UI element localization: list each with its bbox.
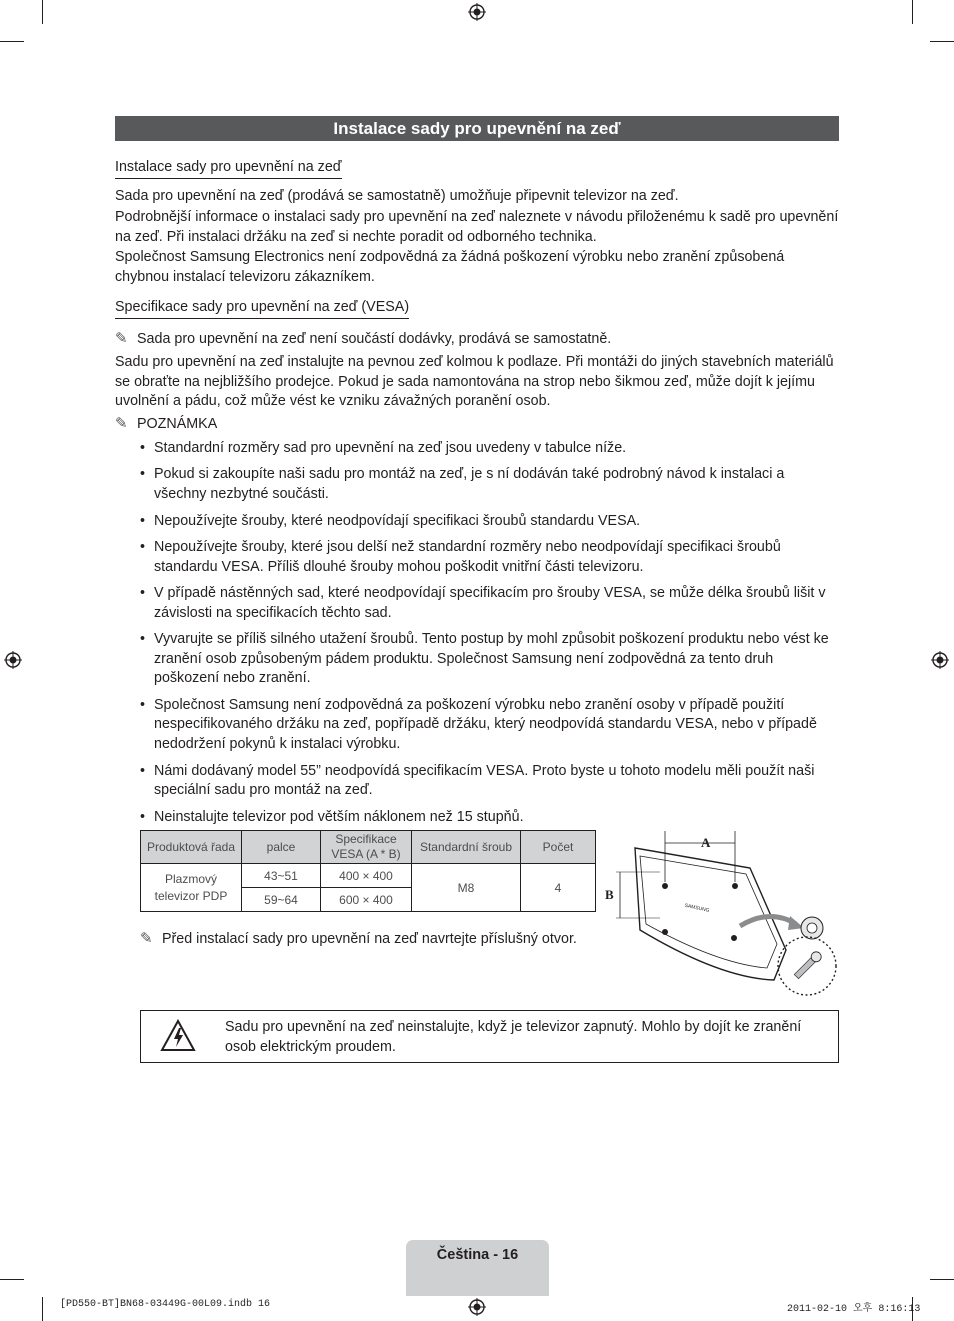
crop-mark [0, 1279, 24, 1280]
wall-mount-diagram [600, 826, 842, 998]
dimension-label-b: B [605, 887, 614, 902]
note-heading [115, 414, 217, 434]
column-header: Produktová řada [141, 831, 242, 864]
install-heading: Instalace sady pro upevnění na zeď [115, 158, 342, 179]
vesa-para: Sadu pro upevnění na zeď instalujte na pevnou zeď kolmou k podlaze. Při montáži do jiných stavebních materiálů se obraťte na nejbližšího prodejce. Pokud je sada namontována na strop nebo šikmou zeď, může dojít k jejímu uvolnění a pádu, což může vést ke vzniku závažných poranění osob. [115, 354, 834, 410]
list-item: • Vyvarujte se příliš silného utažení šroubů. Tento postup by mohl způsobit poškození produktu nebo vést ke zranění osob způsobeným pádem produktu. Společnost Samsung není zodpovědná za tento druh poškození nebo zranění. [140, 630, 840, 689]
tv-brand-logo: SAMSUNG [683, 902, 710, 914]
install-para-2: Podrobnější informace o instalaci sady pro upevnění na zeď naleznete v návodu přiloženému k sadě pro upevnění na zeď. Při instalaci držáku na zeď si nechte poradit od odborného technika. [115, 209, 839, 245]
registration-mark-icon [931, 651, 949, 669]
list-item: • Námi dodávaný model 55” neodpovídá specifikacím VESA. Proto byste u tohoto modelu měli použít naši speciální sadu pro montáž na zeď. [140, 762, 840, 801]
crop-mark [930, 41, 954, 42]
vesa-spec-table [140, 830, 596, 912]
install-para-1: Sada pro upevnění na zeď (prodává se samostatně) umožňuje připevnit televizor na zeď. [115, 188, 679, 204]
column-header: Počet [521, 831, 596, 864]
note-pencil-icon: ✎ [115, 330, 128, 347]
table-note-text: Před instalací sady pro upevnění na zeď navrtejte příslušný otvor. [162, 931, 577, 947]
list-item: • Nepoužívejte šrouby, které jsou delší než standardní rozměry nebo neodpovídají specifikaci šroubů standardu VESA. Příliš dlouhé šrouby mohou poškodit vnitřní části televizoru. [140, 538, 840, 577]
list-item: • V případě nástěnných sad, které neodpovídají specifikacím pro šrouby VESA, se může délka šroubů lišit v závislosti na specifikacích těchto sad. [140, 584, 840, 623]
note-bullet-list [140, 439, 840, 834]
column-header: palce [242, 831, 321, 864]
table-cell: 59~64 [242, 888, 321, 912]
vesa-heading: Specifikace sady pro upevnění na zeď (VESA) [115, 298, 409, 319]
crop-mark [930, 1279, 954, 1280]
registration-mark-icon [468, 1298, 486, 1316]
vesa-note-text: Sada pro upevnění na zeď není součástí dodávky, prodává se samostatně. [137, 331, 612, 347]
registration-mark-icon [4, 651, 22, 669]
list-item: • Společnost Samsung není zodpovědná za poškození výrobku nebo zranění osoby v případě použití nespecifikovaného držáku na zeď, popřípadě držáku, který neodpovídá standardu VESA, nebo v případě nedodržení pokynů k instalaci výrobku. [140, 696, 840, 755]
section-title: Instalace sady pro upevnění na zeď [115, 116, 839, 141]
crop-mark [42, 1297, 43, 1321]
note-pencil-icon: ✎ [140, 930, 153, 947]
screw-icon [793, 950, 823, 980]
tv-back-outline [635, 848, 786, 980]
table-cell-product [141, 864, 242, 912]
note-label: POZNÁMKA [137, 416, 218, 432]
table-row [141, 864, 596, 888]
column-header: Standardní šroub [412, 831, 521, 864]
table-cell: 4 [521, 864, 596, 912]
note-pencil-icon: ✎ [115, 415, 128, 432]
vesa-note [115, 329, 611, 349]
footer-timestamp: 2011-02-10 오후 8:16:13 [787, 1304, 921, 1315]
list-item: • Nepoužívejte šrouby, které neodpovídají specifikaci šroubů standardu VESA. [140, 512, 840, 532]
table-cell: M8 [412, 864, 521, 912]
column-header [321, 831, 412, 864]
page-number-tab: Čeština - 16 [406, 1240, 549, 1296]
footer-file-info: [PD550-BT]BN68-03449G-00L09.indb 16 [60, 1299, 271, 1310]
crop-mark [912, 0, 913, 24]
table-note [140, 929, 577, 949]
table-cell: 400 × 400 [321, 864, 412, 888]
crop-mark [0, 41, 24, 42]
product-line: Plazmový [164, 871, 217, 886]
warning-box [140, 1010, 839, 1063]
crop-mark [42, 0, 43, 24]
list-item: • Standardní rozměry sad pro upevnění na zeď jsou uvedeny v tabulce níže. [140, 439, 840, 459]
list-item: • Pokud si zakoupíte naši sadu pro montáž na zeď, je s ní dodáván také podrobný návod k instalaci a všechny nezbytné součásti. [140, 465, 840, 504]
product-line: televizor PDP [154, 888, 228, 903]
electric-shock-warning-icon [160, 1019, 196, 1052]
table-cell: 43~51 [242, 864, 321, 888]
warning-text: Sadu pro upevnění na zeď neinstalujte, když je televizor zapnutý. Mohlo by dojít ke zranění osob elektrickým proudem. [225, 1019, 802, 1055]
table-header-row [141, 831, 596, 864]
column-header-line: VESA (A * B) [331, 847, 401, 861]
table-cell: 600 × 400 [321, 888, 412, 912]
registration-mark-icon [468, 3, 486, 21]
install-para-3: Společnost Samsung Electronics není zodpovědná za žádná poškození výrobku nebo zranění způsobená chybnou instalací televizoru zákazníkem. [115, 249, 785, 285]
column-header-line: Specifikace [335, 832, 397, 846]
dimension-label-a: A [701, 835, 711, 850]
list-item: • Neinstalujte televizor pod větším náklonem než 15 stupňů. [140, 808, 840, 828]
